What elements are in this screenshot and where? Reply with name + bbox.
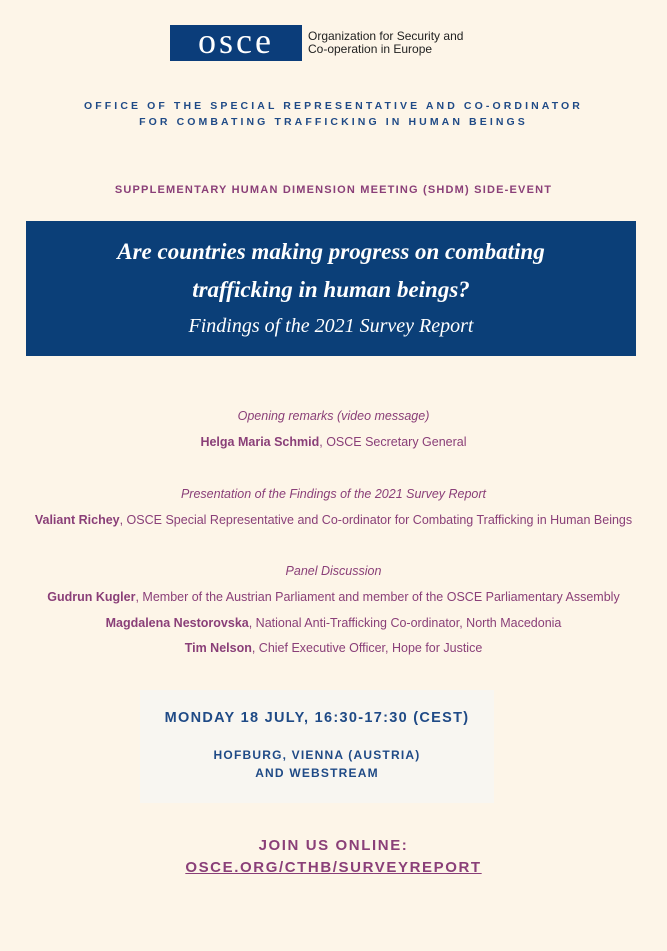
logo-text-line2: Co-operation in Europe bbox=[308, 42, 433, 56]
panelist bbox=[0, 641, 667, 655]
opening-speaker bbox=[0, 435, 667, 449]
title-line2: trafficking in human beings? bbox=[192, 277, 470, 302]
osce-logo-acronym: osce bbox=[198, 21, 274, 61]
title-line1: Are countries making progress on combating bbox=[117, 239, 545, 264]
speaker-name: Helga Maria Schmid bbox=[200, 435, 320, 449]
speaker-role: , OSCE Special Representative and Co-ordinator for Combating Trafficking in Human Beings bbox=[119, 513, 633, 527]
panelist-role: , Chief Executive Officer, Hope for Justice bbox=[251, 641, 483, 655]
subtitle: Findings of the 2021 Survey Report bbox=[188, 315, 474, 337]
panelist-name: Gudrun Kugler bbox=[47, 590, 136, 604]
panelist-role: , National Anti-Trafficking Co-ordinator, North Macedonia bbox=[248, 616, 562, 630]
presentation-speaker bbox=[0, 513, 667, 527]
panelist-name: Magdalena Nestorovska bbox=[105, 616, 249, 630]
panelist bbox=[0, 616, 667, 630]
schedule-box bbox=[140, 690, 494, 803]
venue-line2: AND WEBSTREAM bbox=[255, 766, 379, 780]
presentation-heading: Presentation of the Findings of the 2021 Survey Report bbox=[180, 487, 487, 501]
office-title-line1: OFFICE OF THE SPECIAL REPRESENTATIVE AND CO-ORDINATOR bbox=[84, 100, 583, 112]
opening-heading: Opening remarks (video message) bbox=[237, 409, 430, 423]
speaker-role: , OSCE Secretary General bbox=[319, 435, 467, 449]
osce-logo bbox=[170, 21, 464, 61]
title-banner bbox=[26, 221, 636, 356]
panelist-role: , Member of the Austrian Parliament and member of the OSCE Parliamentary Assembly bbox=[135, 590, 620, 604]
office-title-line2: FOR COMBATING TRAFFICKING IN HUMAN BEINGS bbox=[139, 116, 528, 128]
survey-report-link-wrap bbox=[0, 859, 667, 876]
panelist-name: Tim Nelson bbox=[184, 641, 252, 655]
join-label: JOIN US ONLINE: bbox=[258, 837, 409, 854]
panel-heading: Panel Discussion bbox=[285, 564, 382, 578]
osce-logo-mark bbox=[170, 21, 302, 61]
logo-text-line1: Organization for Security and bbox=[308, 29, 464, 43]
osce-logo-text bbox=[308, 30, 463, 56]
venue-line1: HOFBURG, VIENNA (AUSTRIA) bbox=[213, 748, 421, 762]
event-date-time: MONDAY 18 JULY, 16:30-17:30 (CEST) bbox=[164, 710, 470, 726]
panelist bbox=[0, 590, 667, 604]
speaker-name: Valiant Richey bbox=[34, 513, 120, 527]
event-type: SUPPLEMENTARY HUMAN DIMENSION MEETING (SHDM) SIDE-EVENT bbox=[114, 184, 553, 196]
survey-report-link[interactable]: OSCE.ORG/CTHB/SURVEYREPORT bbox=[185, 859, 482, 876]
